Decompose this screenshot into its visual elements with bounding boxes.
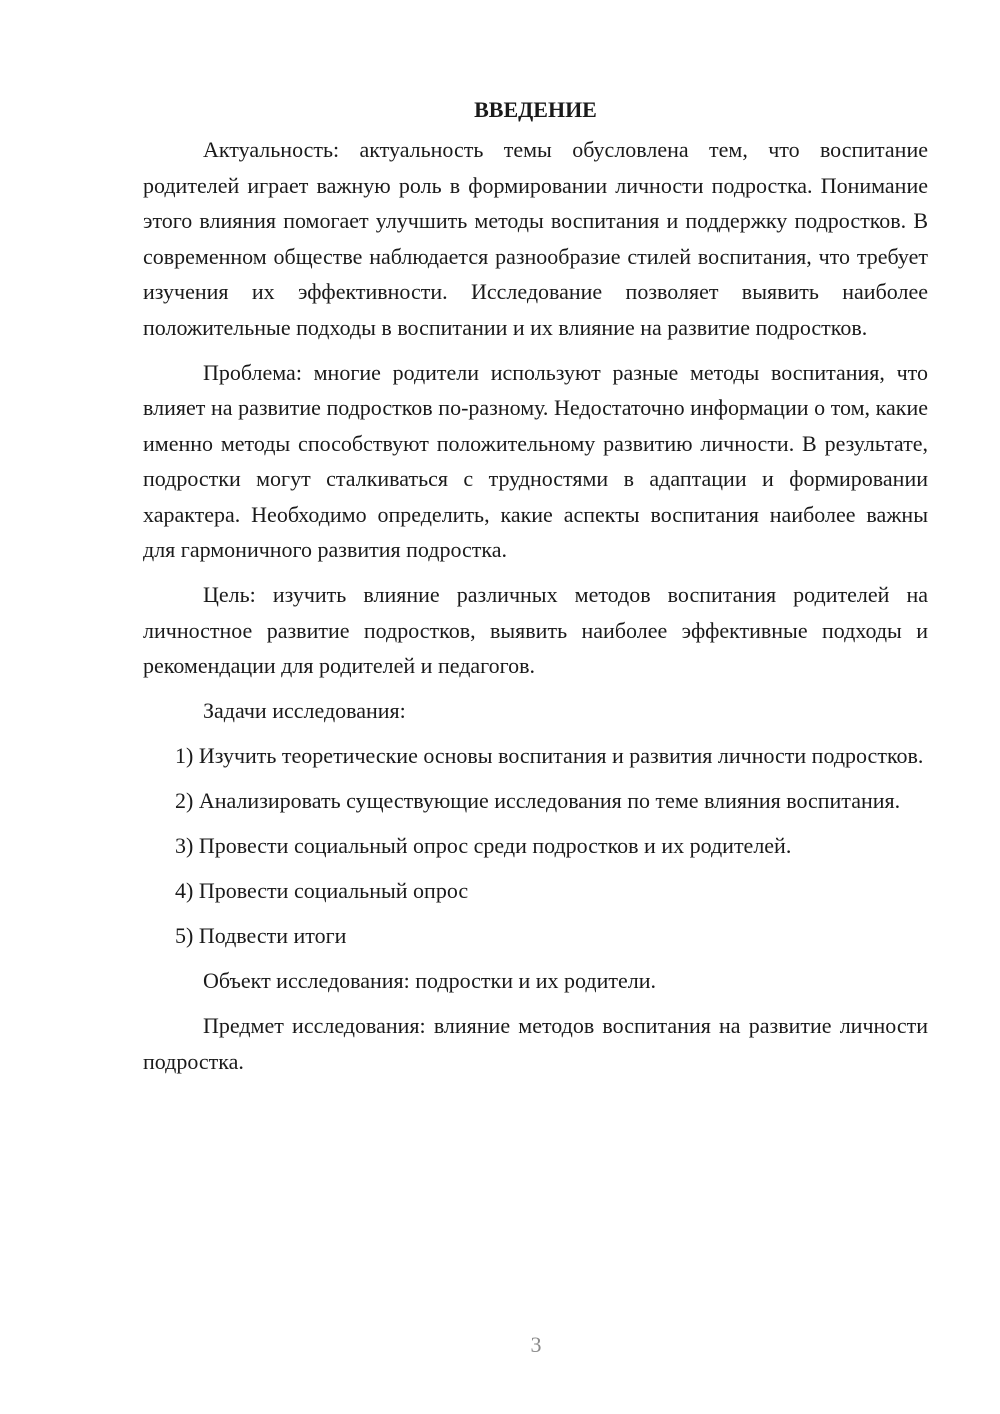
page-number: 3	[530, 1332, 542, 1357]
task-item: 5) Подвести итоги	[175, 923, 347, 948]
section-title: ВВЕДЕНИЕ	[474, 97, 597, 122]
goal-paragraph: Цель: изучить влияние различных методов воспитания родителей на личностное развитие подростков, выявить наиболее эффективные подходы и рекомендации для родителей и педагогов.	[143, 582, 928, 678]
tasks-heading: Задачи исследования:	[203, 698, 406, 723]
task-item: 4) Провести социальный опрос	[175, 878, 469, 903]
research-subject-paragraph: Предмет исследования: влияние методов воспитания на развитие личности подростка.	[143, 1013, 928, 1074]
task-item: 3) Провести социальный опрос среди подростков и их родителей.	[175, 833, 792, 858]
research-object-paragraph: Объект исследования: подростки и их родители.	[203, 968, 657, 993]
task-item: 2) Анализировать существующие исследования по теме влияния воспитания.	[175, 788, 901, 813]
document-page	[143, 88, 928, 1089]
task-item: 1) Изучить теоретические основы воспитания и развития личности подростков.	[175, 743, 924, 768]
relevance-paragraph: Актуальность: актуальность темы обусловлена тем, что воспитание родителей играет важную роль в формировании личности подростка. Понимание этого влияния помогает улучшить методы воспитания и поддержку подростков. В современном обществе наблюдается разнообразие стилей воспитания, что требует изучения их эффективности. Исследование позволяет выявить наиболее положительные подходы в воспитании и их влияние на развитие подростков.	[143, 137, 928, 340]
problem-paragraph: Проблема: многие родители используют разные методы воспитания, что влияет на развитие подростков по-разному. Недостаточно информации о том, какие именно методы способствуют положительному развитию личности. В результате, подростки могут сталкиваться с трудностями в адаптации и формировании характера. Необходимо определить, какие аспекты воспитания наиболее важны для гармоничного развития подростка.	[143, 359, 928, 562]
